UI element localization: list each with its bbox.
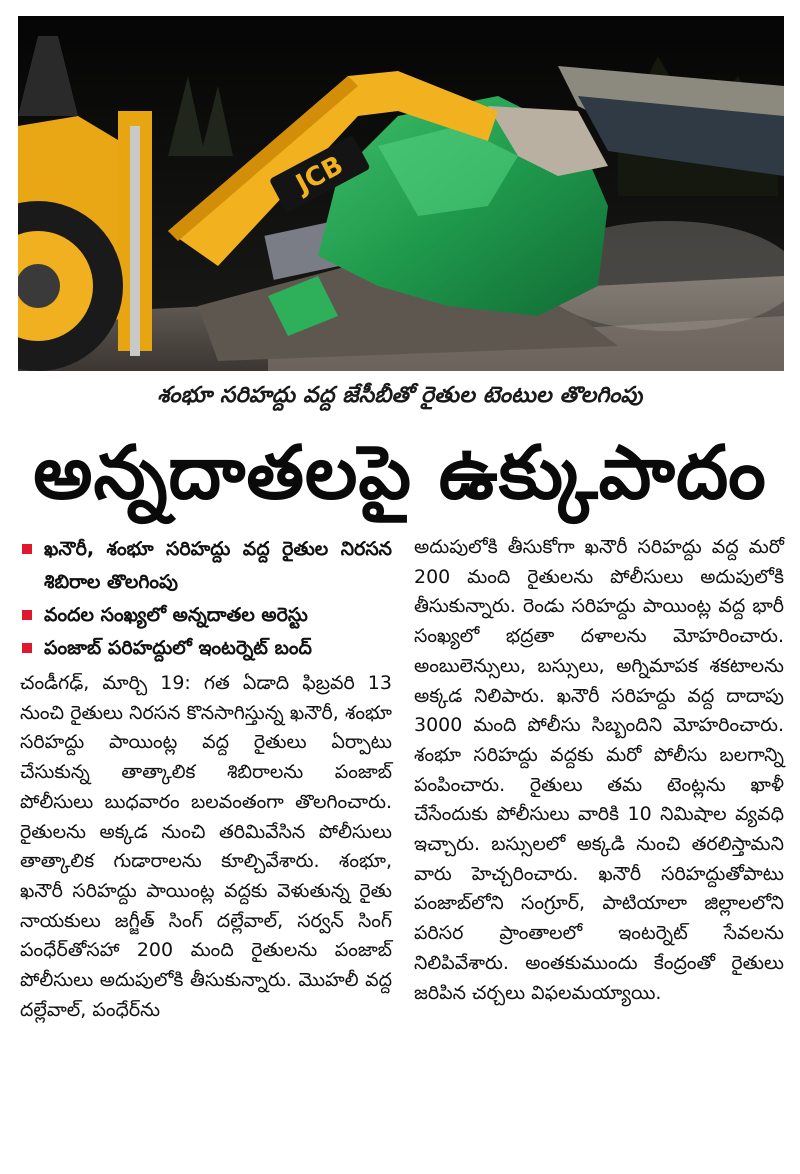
article-column-right bbox=[414, 533, 784, 1008]
article-body-left: చండీగఢ్, మార్చి 19: గత ఏడాది ఫిబ్రవరి 13 నుంచి రైతులు నిరసన కొనసాగిస్తున్న ఖనౌరీ, శంభూ సరిహద్దు పాయింట్ల వద్ద రైతులు ఏర్పాటు చేసుకున్న తాత్కాలిక శిబిరాలను పంజాబ్ పోలీసులు బుధవారం బలవంతంగా తొలగించారు. రైతులను అక్కడ నుంచి తరిమివేసిన పోలీసులు తాత్కాలిక గుడారాలను కూల్చివేశారు. శంభూ, ఖనౌరీ సరిహద్దు పాయింట్ల వద్దకు వెళుతున్న రైతు నాయకులు జగ్జీత్ సింగ్ దల్లేవాల్, సర్వన్ సింగ్ పంధేర్‌తోసహా 200 మంది రైతులను పంజాబ్ పోలీసులు అదుపులోకి తీసుకున్నారు. మొహలీ వద్ద దల్లేవాల్, పంధేర్‌ను bbox=[20, 672, 392, 1021]
news-photo bbox=[18, 16, 784, 371]
highlights-list bbox=[20, 533, 392, 665]
red-square-bullet-icon bbox=[22, 610, 32, 620]
photo-caption: శంభూ సరిహద్దు వద్ద జేసీబీతో రైతుల టెంటుల తొలగింపు bbox=[157, 383, 643, 408]
jcb-excavator-photo bbox=[18, 16, 784, 371]
highlight-item bbox=[20, 632, 392, 665]
article-column-left bbox=[20, 533, 392, 1025]
article-body-right: అదుపులోకి తీసుకోగా ఖనౌరీ సరిహద్దు వద్ద మరో 200 మంది రైతులను పోలీసులు అదుపులోకి తీసుకున్నారు. రెండు సరిహద్దు పాయింట్ల వద్ద భారీ సంఖ్యలో భద్రతా దళాలను మోహరించారు. అంబులెన్సులు, బస్సులు, అగ్నిమాపక శకటాలను అక్కడ నిలిపారు. ఖనౌరీ సరిహద్దు వద్ద దాదాపు 3000 మంది పోలీసు సిబ్బందిని మోహరించారు. శంభూ సరిహద్దు వద్దకు మరో పోలీసు బలగాన్ని పంపించారు. రైతులు తమ టెంట్లను ఖాళీ చేసేందుకు పోలీసులు వారికి 10 నిమిషాల వ్యవధి ఇచ్చారు. బస్సులలో అక్కడి నుంచి తరలిస్తామని వారు హెచ్చరించారు. ఖనౌరీ సరిహద్దుతోపాటు పంజాబ్‌లోని సంగ్రూర్, పాటియాలా జిల్లాలలోని పరిసర ప్రాంతాలలో ఇంటర్నెట్ సేవలను నిలిపివేశారు. అంతకుముందు కేంద్రంతో రైతులు జరిపిన చర్చలు విఫలమయ్యాయి. bbox=[414, 536, 784, 1004]
red-square-bullet-icon bbox=[22, 643, 32, 653]
highlight-text: ఖనౌరీ, శంభూ సరిహద్దు వద్ద రైతుల నిరసన శిబిరాల తొలగింపు bbox=[44, 538, 392, 593]
highlight-item bbox=[20, 599, 392, 632]
highlight-text: వందల సంఖ్యలో అన్నదాతల అరెస్టు bbox=[44, 604, 308, 626]
highlight-item bbox=[20, 533, 392, 599]
highlight-text: పంజాబ్ పరిహద్దులో ఇంటర్నెట్ బంద్ bbox=[44, 637, 312, 659]
red-square-bullet-icon bbox=[22, 544, 32, 554]
headline: అన్నదాతలపై ఉక్కుపాదం bbox=[33, 430, 767, 516]
jcb-logo-text: JCB bbox=[291, 150, 349, 200]
